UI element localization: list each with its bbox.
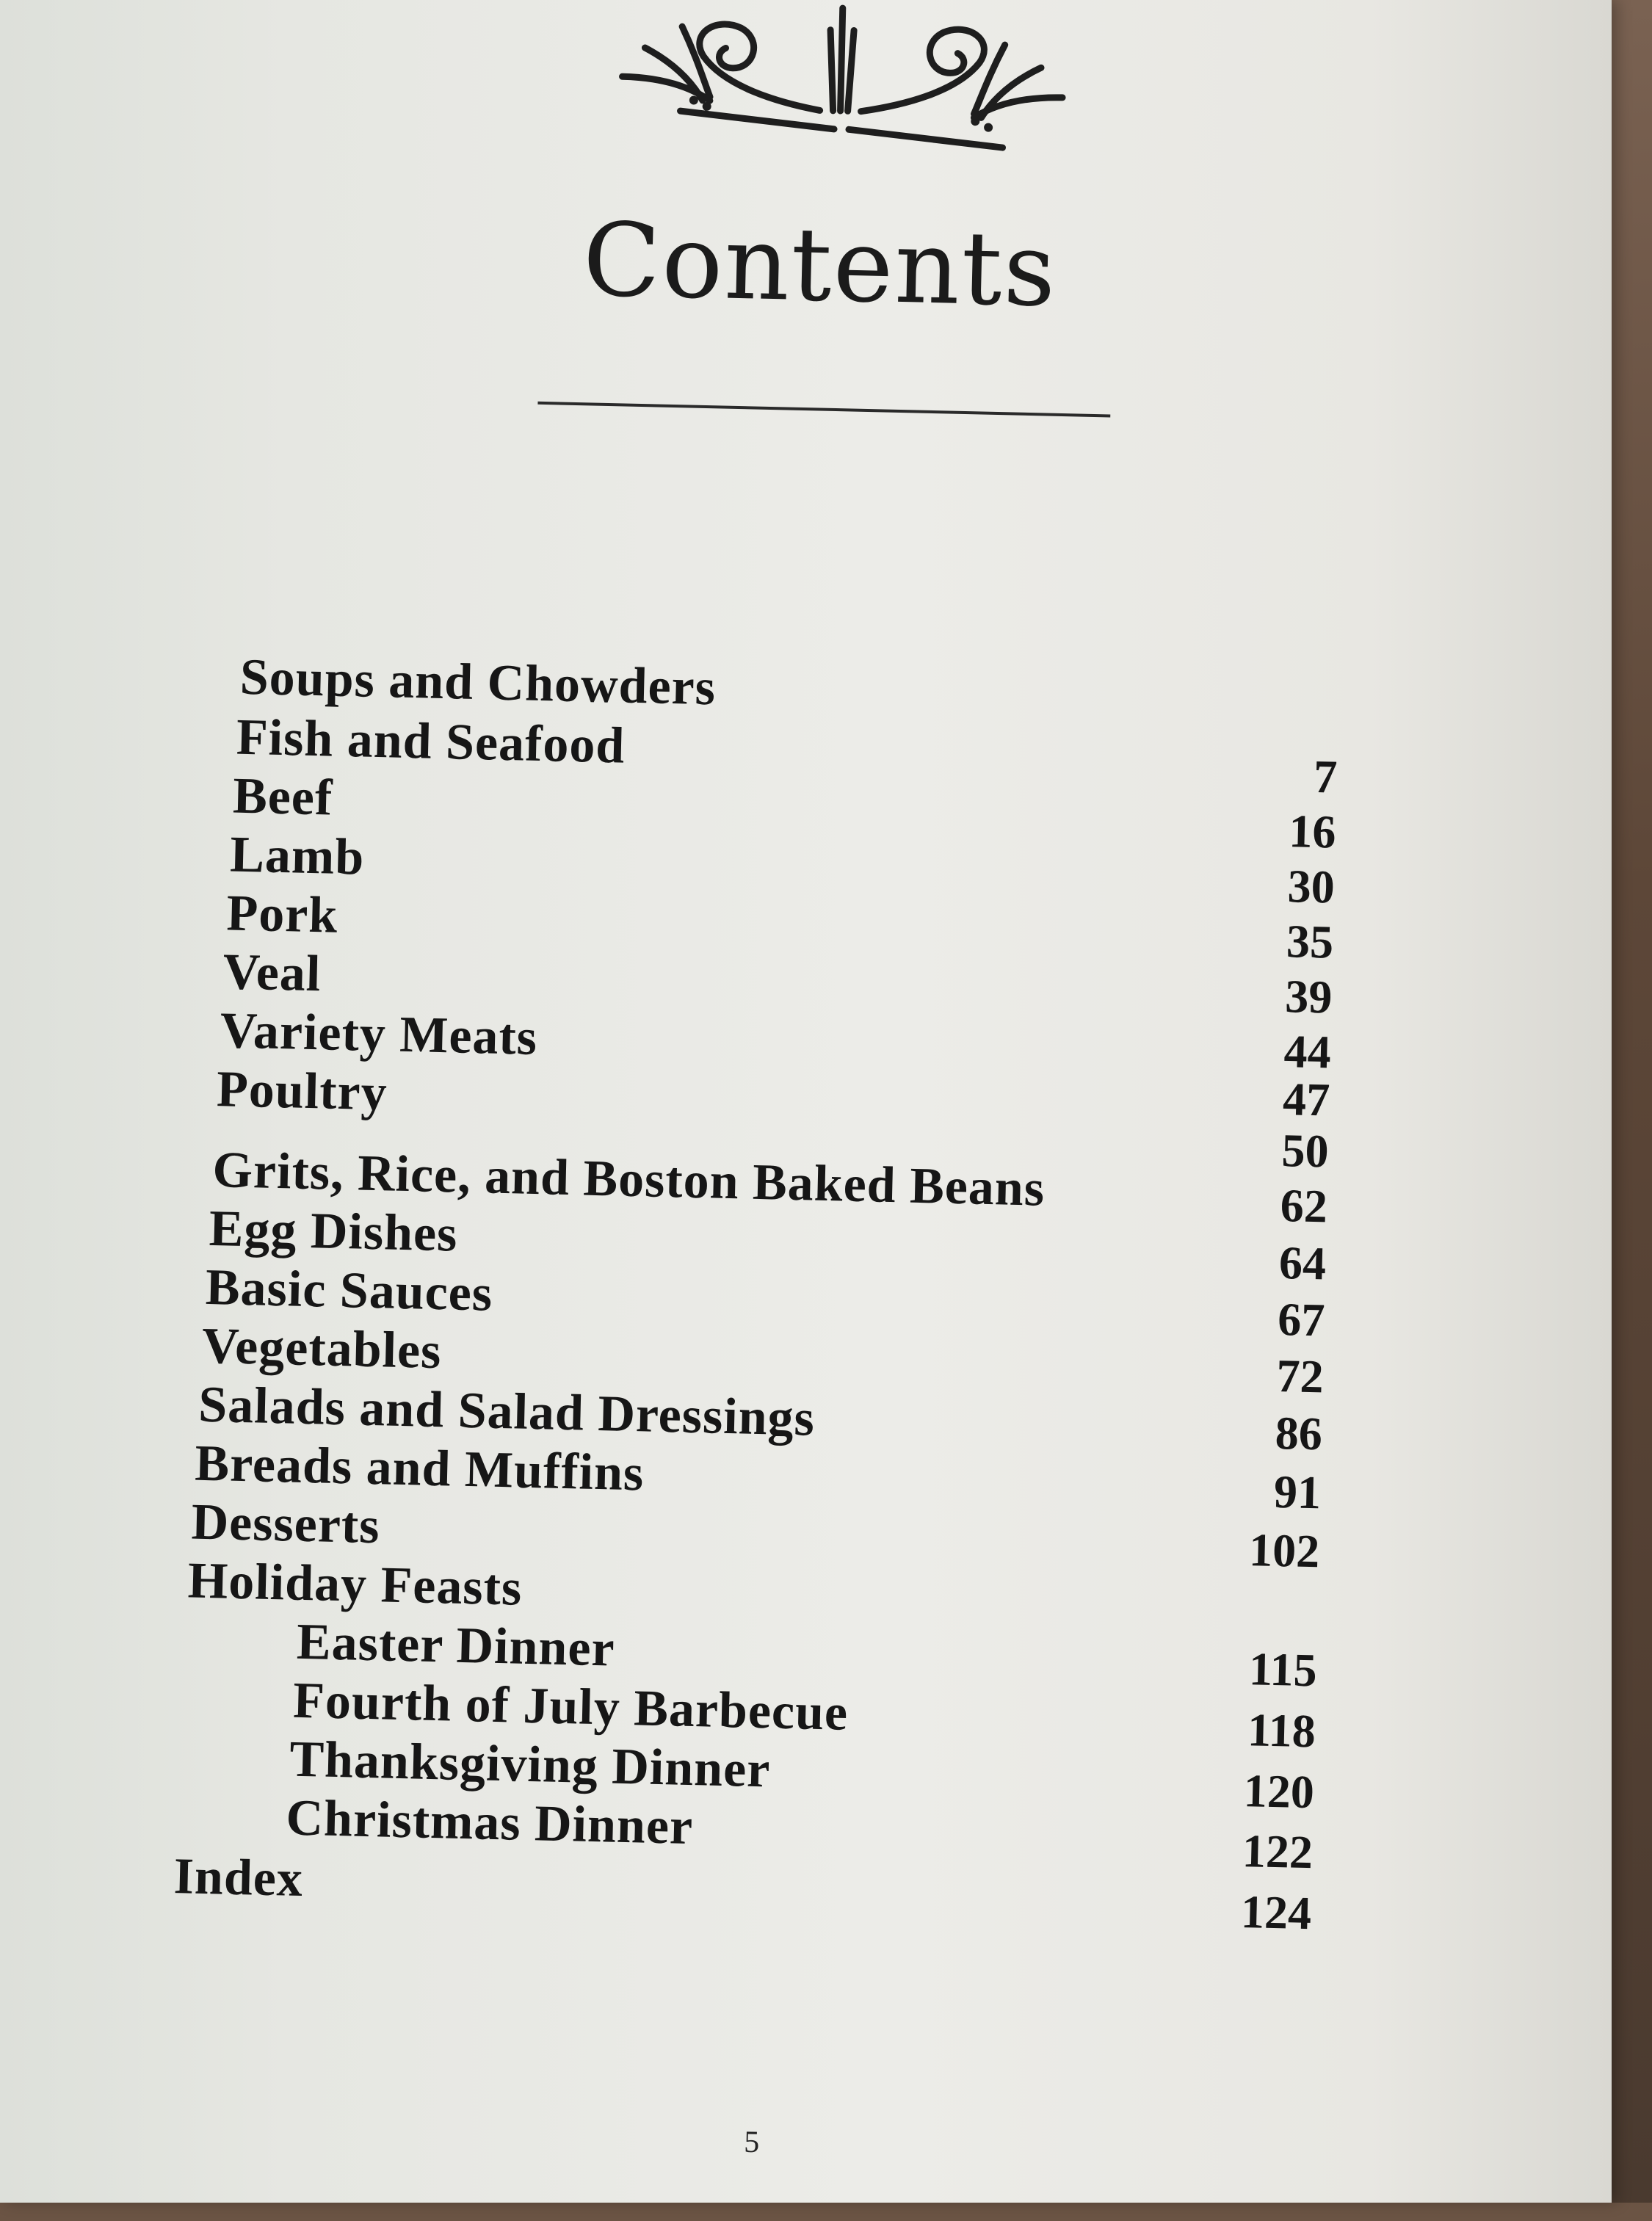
toc-sub-entry-label: Easter Dinner	[296, 1613, 616, 1678]
toc-entry-label: Egg Dishes	[208, 1200, 459, 1263]
toc-entry-label: Basic Sauces	[205, 1258, 493, 1322]
toc-entry-page: 47	[1282, 1073, 1331, 1126]
toc-entry-page: 44	[1283, 1025, 1332, 1079]
toc-sub-entry-label: Thanksgiving Dinner	[289, 1731, 772, 1799]
toc-entry-page: 39	[1284, 970, 1333, 1023]
toc-sub-entry-label: Fourth of July Barbecue	[292, 1672, 849, 1742]
toc-entry-label: Desserts	[190, 1493, 381, 1555]
toc-entry-label: Lamb	[229, 826, 366, 886]
toc-entry-page: 124	[1240, 1885, 1312, 1940]
toc-entry-label: Breads and Muffins	[194, 1435, 645, 1502]
page-number: 5	[743, 2125, 760, 2160]
toc-entry-label: Poultry	[216, 1061, 388, 1122]
toc-entry-page: 62	[1280, 1179, 1328, 1233]
toc-entry-page: 67	[1277, 1293, 1326, 1347]
toc-entry-label: Salads and Salad Dressings	[198, 1376, 816, 1447]
toc-entry-page: 120	[1243, 1764, 1315, 1819]
toc-entry-label: Index	[173, 1848, 304, 1908]
page-title: Contents	[582, 200, 1059, 330]
toc-entry-page: 122	[1242, 1825, 1314, 1879]
toc-entry-label: Pork	[225, 885, 339, 944]
toc-entry-page: 16	[1288, 805, 1337, 858]
toc-entry-label: Holiday Feasts	[187, 1552, 524, 1617]
toc-entry-page: 64	[1278, 1236, 1327, 1290]
toc-entry-label: Vegetables	[201, 1317, 443, 1380]
toc-entry-page: 35	[1286, 915, 1334, 968]
toc-entry-page: 30	[1286, 860, 1336, 913]
toc-entry-page: 72	[1275, 1349, 1325, 1403]
toc-entry-page: 118	[1247, 1703, 1316, 1758]
toc-entry-page: 7	[1313, 750, 1338, 803]
toc-entry-label: Soups and Chowders	[239, 648, 717, 717]
toc-entry-label: Veal	[222, 943, 322, 1003]
toc-entry-page: 50	[1280, 1124, 1330, 1178]
toc-entry-page: 115	[1248, 1642, 1318, 1697]
toc-entry-label: Grits, Rice, and Boston Baked Beans	[211, 1142, 1046, 1217]
toc-entry-page: 86	[1275, 1406, 1323, 1460]
toc-entry-page: 91	[1273, 1465, 1322, 1519]
toc-entry-page: 102	[1248, 1523, 1321, 1578]
toc-entry-label: Variety Meats	[220, 1002, 538, 1067]
toc-sub-entry-label: Christmas Dinner	[285, 1789, 694, 1856]
toc-entry-label: Beef	[232, 767, 334, 827]
toc-entry-label: Fish and Seafood	[236, 709, 626, 775]
